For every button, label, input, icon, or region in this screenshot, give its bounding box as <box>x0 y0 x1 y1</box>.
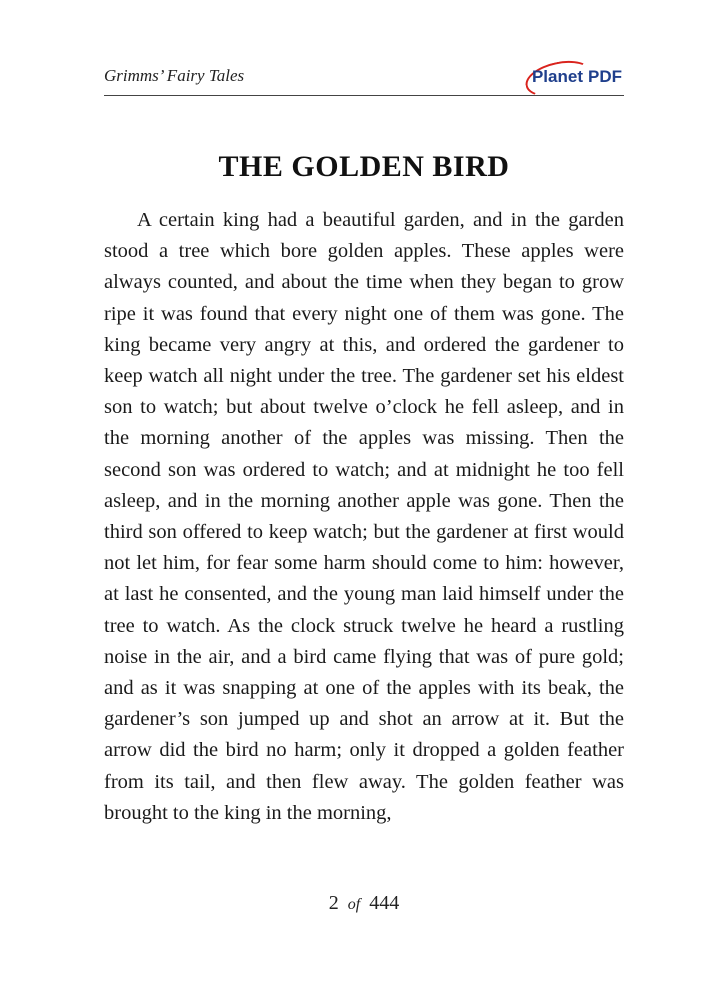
body-paragraph: A certain king had a beautiful garden, and in the garden stood a tree which bore golden apples. These apples were always counted, and about the time when they began to grow ripe it was found that every night one of them was gone. The king became very angry at this, and ordered the gardener to keep watch all night under the tree. The gardener set his eldest son to watch; but about twelve o’clock he fell asleep, and in the morning another of the apples was missing. Then the second son was ordered to watch; and at midnight he too fell asleep, and in the morning another apple was gone. Then the third son offered to keep watch; but the gardener at first would not let him, for fear some harm should come to him: however, at last he consented, and the young man laid himself under the tree to watch. As the clock struck twelve he heard a rustling noise in the air, and a bird came flying that was of pure gold; and as it was snapping at one of the apples with its beak, the gardener’s son jumped up and shot an arrow at it. But the arrow did the bird no harm; only it dropped a golden feather from its tail, and then flew away. The golden feather was brought to the king in the morning, <box>104 209 624 824</box>
logo-mark <box>532 67 583 87</box>
logo-word-planet: Planet <box>531 67 583 86</box>
header-divider <box>104 95 624 96</box>
page-of-label: of <box>347 896 361 913</box>
page-number: 2 <box>328 892 339 914</box>
page-total: 444 <box>369 892 400 914</box>
chapter-title: THE GOLDEN BIRD <box>218 150 510 183</box>
logo-word-pdf: PDF <box>588 67 622 86</box>
page-header <box>104 58 624 98</box>
page-footer <box>0 892 728 915</box>
planet-pdf-logo <box>532 64 622 90</box>
book-title: Grimms’ Fairy Tales <box>104 66 245 85</box>
